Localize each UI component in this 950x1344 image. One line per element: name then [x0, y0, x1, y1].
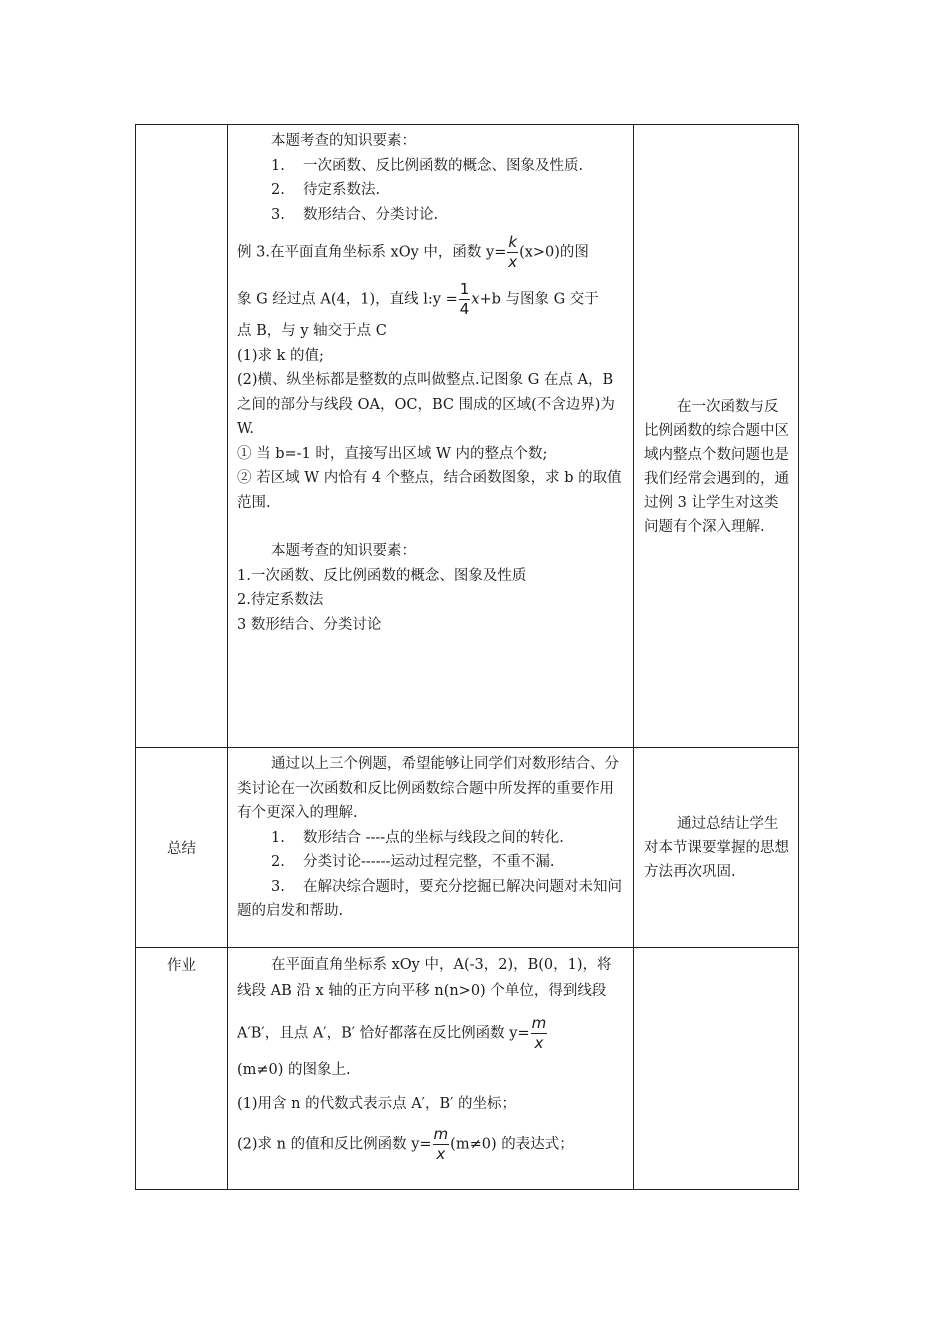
summary-heading: 本题考查的知识要素：: [271, 543, 416, 559]
summary-point-3: 3. 在解决综合题时，要充分挖掘已解决问题对未知问题的启发和帮助.: [237, 878, 622, 919]
summary-content-cell: [228, 748, 634, 948]
knowledge-item-1: 1. 一次函数、反比例函数的概念、图象及性质.: [271, 157, 584, 174]
homework-question-2: (2)求 n 的值和反比例函数 y= $\frac{m}{x}$ (m≠0) 的表达式；: [237, 1125, 574, 1163]
summary-note-cell: [634, 748, 799, 948]
lesson-plan-table: [135, 124, 799, 1190]
homework-note-cell: [634, 948, 799, 1190]
row1-content-cell: [228, 125, 634, 748]
fraction-m-over-x-2: $\frac{m}{x}$: [433, 1125, 449, 1163]
example-3-question-1: (1)求 k 的值;: [237, 347, 324, 364]
homework-paragraph-3: (m≠0) 的图象上.: [237, 1062, 351, 1078]
fraction-one-quarter: $\frac{1}{4}$: [459, 280, 470, 318]
homework-question-1: (1)用含 n 的代数式表示点 A′，B′ 的坐标；: [237, 1096, 517, 1112]
fraction-m-over-x: $\frac{m}{x}$: [531, 1014, 547, 1052]
summary-intro: 通过以上三个例题，希望能够让同学们对数形结合、分类讨论在一次函数和反比例函数综合题中所发挥的重要作用有个更深入的理解.: [237, 756, 619, 821]
fraction-k-over-x: $\frac{k}{x}$: [508, 233, 518, 271]
summary-point-1: 1. 数形结合 ----点的坐标与线段之间的转化.: [271, 829, 564, 846]
homework-paragraph-2: A′B′，且点 A′，B′ 恰好都落在反比例函数 y= $\frac{m}{x}$: [237, 1014, 547, 1052]
knowledge-item-2: 2. 待定系数法.: [271, 182, 381, 198]
example-3-statement: 例 3.在平面直角坐标系 xOy 中，函数 y= $\frac{k}{x}$ (x>0)的图: [237, 233, 589, 271]
homework-content-cell: [228, 948, 634, 1190]
example-3-question-2: (2)横、纵坐标都是整数的点叫做整点.记图象 G 在点 A，B 之间的部分与线段 OA，OC，BC 围成的区域(不含边界)为 W.: [237, 372, 615, 437]
summary-note: 通过总结让学生对本节课要掌握的思想方法再次巩固.: [644, 815, 789, 880]
summary-point-2: 2. 分类讨论------运动过程完整，不重不漏.: [271, 854, 555, 870]
row1-note: 在一次函数与反比例函数的综合题中区域内整点个数问题也是我们经常会遇到的，通过例 3 让学生对这类问题有个深入理解.: [644, 399, 789, 535]
row1-note-cell: [634, 125, 799, 748]
summary-row: [136, 748, 799, 948]
summary-label: 总结: [167, 841, 196, 857]
homework-label: 作业: [167, 958, 196, 974]
summary-label-cell: [136, 748, 228, 948]
example-3-line: 象 G 经过点 A(4，1)，直线 l:y = $\frac{1}{4}$ x+b 与图象 G 交于: [237, 280, 599, 318]
homework-row: [136, 948, 799, 1190]
homework-paragraph-1: 在平面直角坐标系 xOy 中，A(-3，2)，B(0，1)，将线段 AB 沿 x 轴的正方向平移 n(n>0) 个单位，得到线段: [237, 957, 612, 999]
homework-label-cell: [136, 948, 228, 1190]
example-3-question-2b: ② 若区域 W 内恰有 4 个整点，结合函数图象，求 b 的取值范围.: [237, 470, 622, 511]
knowledge-item-3: 3. 数形结合、分类讨论.: [271, 206, 439, 223]
knowledge-heading: 本题考查的知识要素：: [271, 133, 416, 149]
example-3-point-c: 点 B，与 y 轴交于点 C: [237, 323, 387, 339]
summary-item-3: 3 数形结合、分类讨论: [237, 616, 382, 633]
example-3-question-2a: ① 当 b=-1 时，直接写出区域 W 内的整点个数;: [237, 445, 548, 462]
summary-item-1: 1.一次函数、反比例函数的概念、图象及性质: [237, 567, 527, 584]
row1-label-cell: [136, 125, 228, 748]
summary-item-2: 2.待定系数法: [237, 592, 324, 608]
example-3-row: [136, 125, 799, 748]
